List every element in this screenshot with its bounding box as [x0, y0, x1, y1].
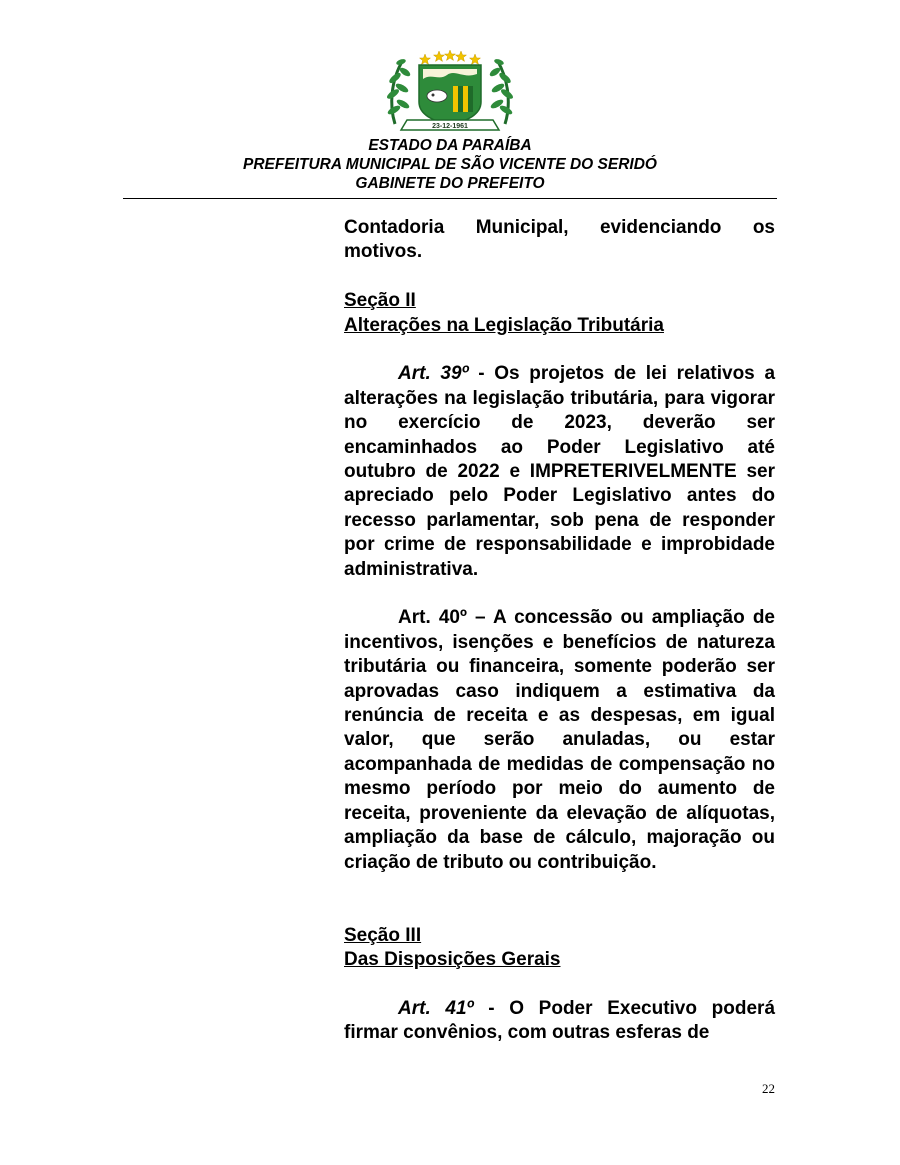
- article-40: Art. 40º – A concessão ou ampliação de incentivos, isenções e benefícios de natureza tributária ou financeira, somente poderão ser aprovadas caso indiquem a estimativa da renúncia de receita e as despesas, em igual valor, que serão anuladas, ou estar acompanhada de medidas de compensação no mesmo período por meio do aumento de receita, proveniente da elevação de alíquotas, ampliação da base de cálculo, majoração ou criação de tributo ou contribuição.: [344, 607, 775, 873]
- state-name: ESTADO DA PARAÍBA: [368, 137, 532, 154]
- article-41: [344, 997, 775, 1046]
- article-41-label: Art. 41º: [398, 997, 474, 1019]
- article-39-label: Art. 39º: [398, 363, 469, 385]
- page-number: 22: [762, 1081, 775, 1096]
- document-body: [344, 216, 775, 1046]
- section-2-heading: Seção II: [344, 290, 416, 312]
- section-2-subheading: Alterações na Legislação Tributária: [344, 314, 664, 336]
- section-3-subheading: Das Disposições Gerais: [344, 949, 561, 971]
- crest-banner-text: 23-12-1961: [432, 123, 468, 130]
- article-41-text: - O Poder Executivo poderá firmar convênios, com outras esferas de: [344, 997, 776, 1044]
- office-name: GABINETE DO PREFEITO: [355, 175, 545, 192]
- header-divider: [123, 198, 777, 199]
- continuation-paragraph: Contadoria Municipal, evidenciando os motivos.: [344, 217, 775, 263]
- article-39-text: - Os projetos de lei relativos a alterações na legislação tributária, para vigorar no exercício de 2023, deverão ser encaminhados ao Poder Legislativo até outubro de 2022 e IMPRETERIVELMENTE ser apreciado pelo Poder Legislativo antes do recesso parlamentar, sob pena de responder por crime de responsabilidade e improbidade administrativa.: [344, 363, 776, 580]
- section-3-heading: Seção III: [344, 924, 422, 946]
- municipal-crest-icon: [383, 50, 517, 132]
- document-header: [120, 136, 780, 193]
- article-39: [344, 362, 775, 582]
- municipality-name: PREFEITURA MUNICIPAL DE SÃO VICENTE DO SERIDÓ: [243, 156, 657, 173]
